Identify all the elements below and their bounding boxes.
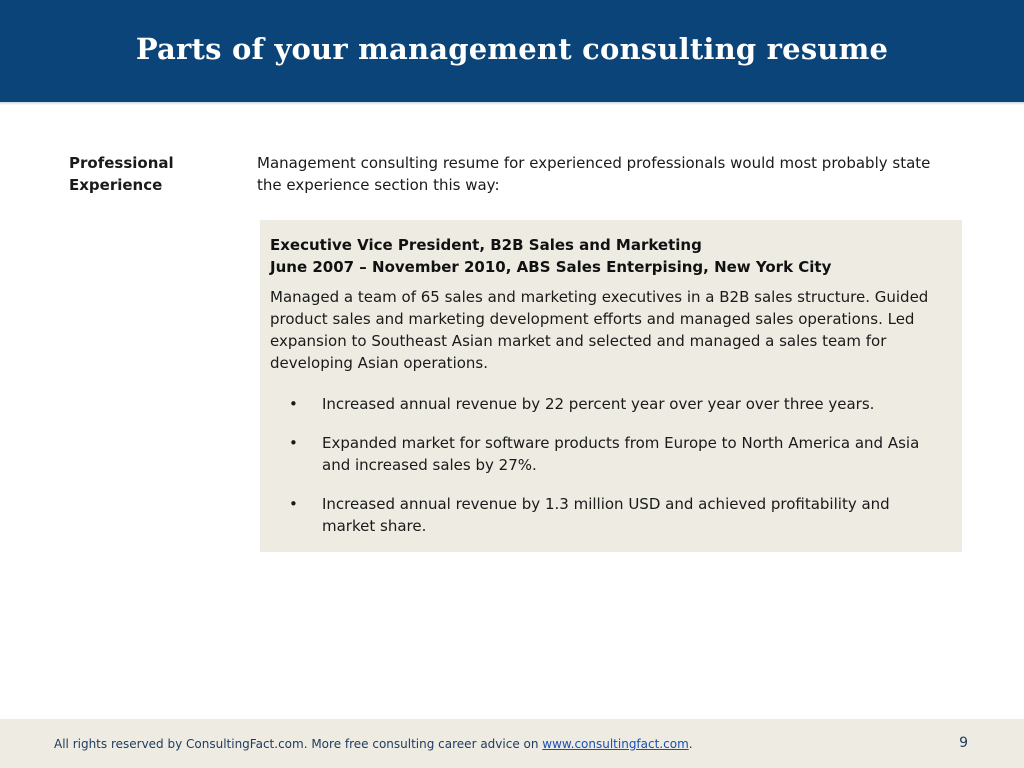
page-number: 9	[959, 735, 968, 751]
job-title: Executive Vice President, B2B Sales and Marketing	[270, 236, 702, 254]
achievement-text: Expanded market for software products from Europe to North America and Asia and increased sales by 27%.	[322, 434, 920, 474]
section-label-line1: Professional	[69, 154, 174, 172]
header-divider	[0, 102, 1024, 105]
footer-notice	[54, 737, 693, 751]
website-link[interactable]: www.consultingfact.com	[542, 737, 689, 751]
bullet-icon: •	[289, 434, 298, 452]
section-label	[69, 152, 219, 196]
achievement-item	[270, 432, 952, 476]
footer-period: .	[688, 737, 693, 751]
slide-header	[0, 0, 1024, 102]
achievement-text: Increased annual revenue by 1.3 million USD and achieved profitability and market share.	[322, 495, 890, 535]
slide-footer	[0, 719, 1024, 768]
resume-example-box	[260, 220, 962, 552]
achievement-text: Increased annual revenue by 22 percent year over year over three years.	[322, 395, 875, 413]
achievement-item	[270, 493, 952, 537]
bullet-icon: •	[289, 395, 298, 413]
slide-title: Parts of your management consulting resume	[135, 32, 889, 66]
achievement-item	[270, 393, 952, 415]
job-summary: Managed a team of 65 sales and marketing executives in a B2B sales structure. Guided product sales and marketing development efforts and managed sales operations. Led expansion to Southeast Asian market and selected and managed a sales team for developing Asian operations.	[270, 288, 929, 372]
section-intro: Management consulting resume for experienced professionals would most probably state the experience section this way:	[257, 154, 931, 194]
section-label-line2: Experience	[69, 176, 163, 194]
footer-rights-text: All rights reserved by ConsultingFact.com. More free consulting career advice on	[54, 737, 543, 751]
job-dates-company: June 2007 – November 2010, ABS Sales Enterpising, New York City	[270, 258, 832, 276]
achievement-list	[270, 393, 952, 537]
bullet-icon: •	[289, 495, 298, 513]
